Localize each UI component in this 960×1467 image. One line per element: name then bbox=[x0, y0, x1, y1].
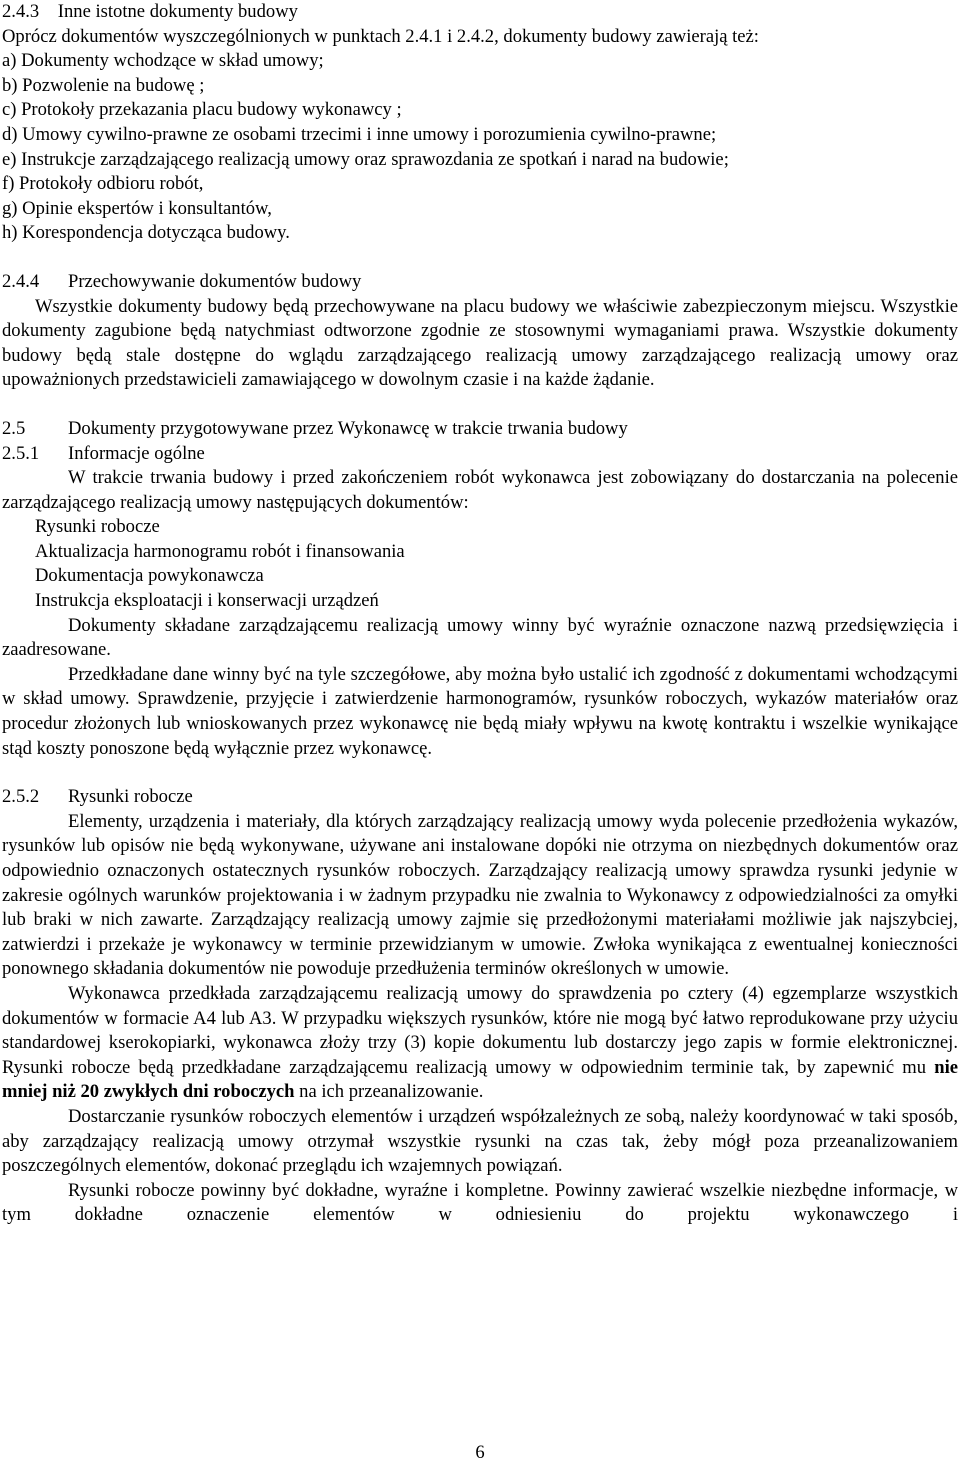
section-2-4-3-heading: 2.4.3 Inne istotne dokumenty budowy bbox=[2, 1, 298, 22]
section-2-4-4-heading bbox=[2, 270, 958, 295]
section-number: 2.4.4 bbox=[2, 270, 40, 292]
section-2-5-heading bbox=[2, 417, 958, 442]
list-item: Instrukcja eksploatacji i konserwacji urządzeń bbox=[35, 590, 379, 612]
list-item: d) Umowy cywilno-prawne ze osobami trzecimi i inne umowy i porozumienia cywilno-prawne; bbox=[2, 123, 717, 145]
list-item: b) Pozwolenie na budowę ; bbox=[2, 74, 205, 96]
section-title: Rysunki robocze bbox=[68, 786, 193, 808]
list-item: c) Protokoły przekazania placu budowy wykonawcy ; bbox=[2, 99, 402, 121]
section-2-4-4-paragraph: Wszystkie dokumenty budowy będą przechowywane na placu budowy we właściwie zabezpieczonym miejscu. Wszystkie dokumenty zagubione będą natychmiast odtworzone zgodnie ze stosownymi wymaganiami prawa. Wszystkie dokumenty budowy będą stale dostępne do wglądu zarządzającego realizacją umowy zarządzającego realizacją umowy oraz upoważnionych przedstawicieli zamawiającego w dowolnym czasie i na każde żądanie. bbox=[2, 295, 958, 391]
section-title: Informacje ogólne bbox=[68, 442, 205, 464]
list-item: Aktualizacja harmonogramu robót i finansowania bbox=[35, 540, 405, 562]
section-2-4-3-intro: Oprócz dokumentów wyszczególnionych w punktach 2.4.1 i 2.4.2, dokumenty budowy zawierają też: bbox=[2, 25, 759, 47]
paragraph-text: Wykonawca przedkłada zarządzającemu realizacją umowy do sprawdzenia po cztery (4) egzemplarze wszystkich dokumentów w formacie A4 lub A3. W przypadku większych rysunków, które nie mogą być łatwo reprodukowane przy użyciu standardowej kserokopiarki, wykonawca złoży trzy (3) kopie dokumentu lub dostarczy jego zapis w formie elektronicznej. Rysunki robocze będą przedkładane zarządzającemu realizacją umowy w odpowiednim terminie tak, by zapewnić mu bbox=[2, 982, 958, 1078]
section-2-5-1-heading bbox=[2, 442, 958, 467]
section-2-5-2-paragraph-1: Elementy, urządzenia i materiały, dla których zarządzający realizacją umowy wyda polecenie przedłożenia wykazów, rysunków lub opisów nie będą wykonywane, używane ani instalowane dopóki nie otrzyma on niezbędnych dokumentów oraz odpowiednio oznaczonych ostatecznych rysunków roboczych. Zarządzający realizacją umowy sprawdza rysunki jedynie w zakresie ogólnych warunków projektowania i w żadnym przypadku nie zwalnia to Wykonawcy z odpowiedzialności za omyłki lub braki w nich zawarte. Zarządzający realizacją umowy zajmie się przedłożonymi materiałami możliwie jak najszybciej, zatwierdzi i przekaże je wykonawcy w terminie przewidzianym w umowie. Zwłoka wynikająca z ewentualnej konieczności ponownego składania dokumentów nie powoduje przedłużenia terminów określonych w umowie. bbox=[2, 810, 958, 980]
page-number: 6 bbox=[475, 1442, 485, 1463]
section-2-5-1-paragraph-1: W trakcie trwania budowy i przed zakończeniem robót wykonawca jest zobowiązany do dostarczania na polecenie zarządzającego realizacją umowy następujących dokumentów: bbox=[2, 467, 958, 513]
list-item: g) Opinie ekspertów i konsultantów, bbox=[2, 197, 272, 219]
section-number: 2.5 bbox=[2, 417, 26, 439]
list-item: Dokumentacja powykonawcza bbox=[35, 565, 264, 587]
list-item: f) Protokoły odbioru robót, bbox=[2, 173, 204, 195]
section-2-5-1-paragraph-2: Dokumenty składane zarządzającemu realizacją umowy winny być wyraźnie oznaczone nazwą przedsięwzięcia i zaadresowane. bbox=[2, 614, 958, 661]
section-title: Dokumenty przygotowywane przez Wykonawcę w trakcie trwania budowy bbox=[68, 417, 628, 439]
section-2-5-1-paragraph-3: Przedkładane dane winny być na tyle szczegółowe, aby można było ustalić ich zgodność z dokumentami wchodzącymi w skład umowy. Sprawdzenie, przyjęcie i zatwierdzenie harmonogramów, rysunków roboczych, wykazów materiałów oraz procedur złożonych lub wnioskowanych przez wykonawcę nie będą miały wpływu na kwotę kontraktu i wszelkie wynikające stąd koszty ponoszone będą wyłącznie przez wykonawcę. bbox=[2, 663, 958, 759]
list-item: Rysunki robocze bbox=[35, 516, 160, 538]
list-item: a) Dokumenty wchodzące w skład umowy; bbox=[2, 50, 324, 72]
section-number: 2.5.1 bbox=[2, 442, 40, 464]
section-2-5-2-paragraph-4: Rysunki robocze powinny być dokładne, wyraźne i kompletne. Powinny zawierać wszelkie niezbędne informacje, w tym dokładne oznaczenie elementów w odniesieniu do projektu wykonawczego i bbox=[2, 1179, 958, 1226]
document-page bbox=[2, 0, 958, 1228]
required-documents-list bbox=[2, 515, 958, 613]
emphasized-deadline: nie mniej niż 20 zwykłych dni roboczych bbox=[2, 1056, 958, 1103]
list-item: e) Instrukcje zarządzającego realizacją umowy oraz sprawozdania ze spotkań i narad na budowie; bbox=[2, 148, 729, 170]
list-item: h) Korespondencja dotycząca budowy. bbox=[2, 222, 290, 244]
section-2-5-2-paragraph-3: Dostarczanie rysunków roboczych elementów i urządzeń współzależnych ze sobą, należy koordynować w taki sposób, aby zarządzający realizacją umowy otrzymał wszystkie rysunki na czas tak, żeby mógł poza przeanalizowaniem poszczególnych elementów, dokonać przeglądu ich wzajemnych powiązań. bbox=[2, 1105, 958, 1177]
section-number: 2.5.2 bbox=[2, 786, 40, 808]
section-2-4-3-list bbox=[2, 49, 958, 246]
section-title: Przechowywanie dokumentów budowy bbox=[68, 270, 362, 292]
paragraph-text: na ich przeanalizowanie. bbox=[294, 1081, 484, 1103]
section-2-5-2-heading bbox=[2, 785, 958, 810]
section-2-5-2-paragraph-2 bbox=[2, 982, 958, 1105]
